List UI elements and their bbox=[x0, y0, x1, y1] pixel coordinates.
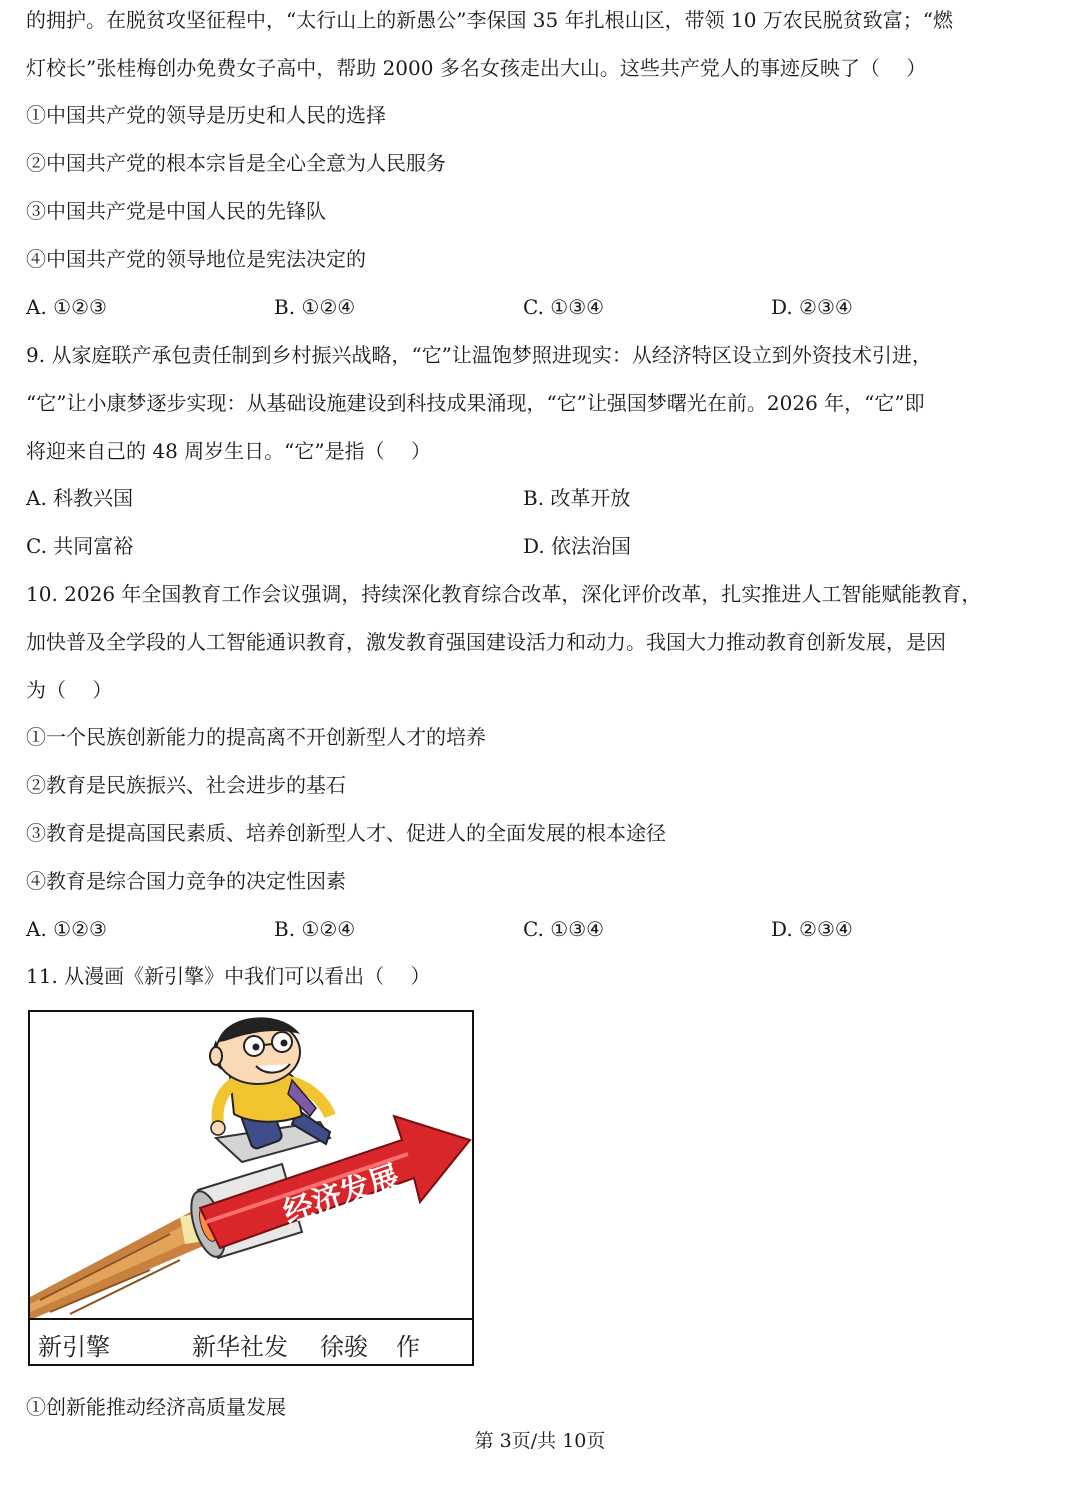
q8-statement-3: ③中国共产党是中国人民的先锋队 bbox=[26, 199, 326, 223]
arrow-label: 经济发展 bbox=[279, 1158, 404, 1231]
q8-option-c[interactable]: C. ①③④ bbox=[523, 295, 605, 319]
q8-option-b[interactable]: B. ①②④ bbox=[274, 295, 356, 319]
caption-source: 新华社发 bbox=[192, 1333, 288, 1361]
q10-options bbox=[26, 915, 1066, 943]
q9-option-b[interactable]: B. 改革开放 bbox=[523, 486, 631, 510]
q10-statement-1: ①一个民族创新能力的提高离不开创新型人才的培养 bbox=[26, 725, 486, 749]
q11-statement-1: ①创新能推动经济高质量发展 bbox=[26, 1395, 286, 1419]
q8-statement-1: ①中国共产党的领导是历史和人民的选择 bbox=[26, 103, 386, 127]
cartoon-new-engine bbox=[28, 1010, 474, 1366]
q8-statement-2: ②中国共产党的根本宗旨是全心全意为人民服务 bbox=[26, 151, 446, 175]
q8-stem-line-1: 的拥护。在脱贫攻坚征程中，“太行山上的新愚公”李保国 35 年扎根山区，带领 10 万农民脱贫致富；“燃 bbox=[26, 8, 954, 32]
q9-options-row-1 bbox=[26, 484, 1066, 512]
cartoon-figure bbox=[210, 1017, 330, 1150]
q9-stem-line-1: 9. 从家庭联产承包责任制到乡村振兴战略，“它”让温饱梦照进现实：从经济特区设立到外资技术引进， bbox=[26, 343, 932, 367]
q8-option-d[interactable]: D. ②③④ bbox=[771, 295, 853, 319]
q8-options bbox=[26, 293, 1066, 321]
q9-stem-line-2: “它”让小康梦逐步实现：从基础设施建设到科技成果涌现，“它”让强国梦曙光在前。2026 年，“它”即 bbox=[26, 391, 925, 415]
cartoon-illustration bbox=[30, 1012, 472, 1320]
q10-statement-3: ③教育是提高国民素质、培养创新型人才、促进人的全面发展的根本途径 bbox=[26, 821, 666, 845]
q9-option-d[interactable]: D. 依法治国 bbox=[523, 534, 632, 558]
q8-option-a[interactable]: A. ①②③ bbox=[26, 295, 107, 319]
q10-stem-line-3: 为（ ） bbox=[26, 678, 113, 702]
q10-stem-line-2: 加快普及全学段的人工智能通识教育，激发教育强国建设活力和动力。我国大力推动教育创新发展，是因 bbox=[26, 630, 946, 654]
caption-suffix: 作 bbox=[396, 1333, 420, 1361]
q8-stem-line-2: 灯校长”张桂梅创办免费女子高中，帮助 2000 多名女孩走出大山。这些共产党人的事迹反映了（ ） bbox=[26, 56, 927, 80]
caption-author: 徐骏 bbox=[320, 1333, 368, 1361]
q9-options-row-2 bbox=[26, 532, 1066, 560]
q10-option-d[interactable]: D. ②③④ bbox=[771, 917, 853, 941]
q10-option-c[interactable]: C. ①③④ bbox=[523, 917, 605, 941]
page-footer: 第 3页/共 10页 bbox=[474, 1430, 606, 1452]
q10-option-a[interactable]: A. ①②③ bbox=[26, 917, 107, 941]
caption-title: 新引擎 bbox=[38, 1333, 110, 1361]
q10-statement-4: ④教育是综合国力竞争的决定性因素 bbox=[26, 869, 346, 893]
q9-option-c[interactable]: C. 共同富裕 bbox=[26, 534, 134, 558]
q8-statement-4: ④中国共产党的领导地位是宪法决定的 bbox=[26, 247, 366, 271]
q11-stem: 11. 从漫画《新引擎》中我们可以看出（ ） bbox=[26, 964, 431, 988]
q10-stem-line-1: 10. 2026 年全国教育工作会议强调，持续深化教育综合改革，深化评价改革，扎实推进人工智能赋能教育， bbox=[26, 582, 982, 606]
q10-option-b[interactable]: B. ①②④ bbox=[274, 917, 356, 941]
q9-option-a[interactable]: A. 科教兴国 bbox=[26, 486, 134, 510]
cartoon-caption bbox=[30, 1318, 472, 1364]
q10-statement-2: ②教育是民族振兴、社会进步的基石 bbox=[26, 773, 346, 797]
q9-stem-line-3: 将迎来自己的 48 周岁生日。“它”是指（ ） bbox=[26, 439, 431, 463]
